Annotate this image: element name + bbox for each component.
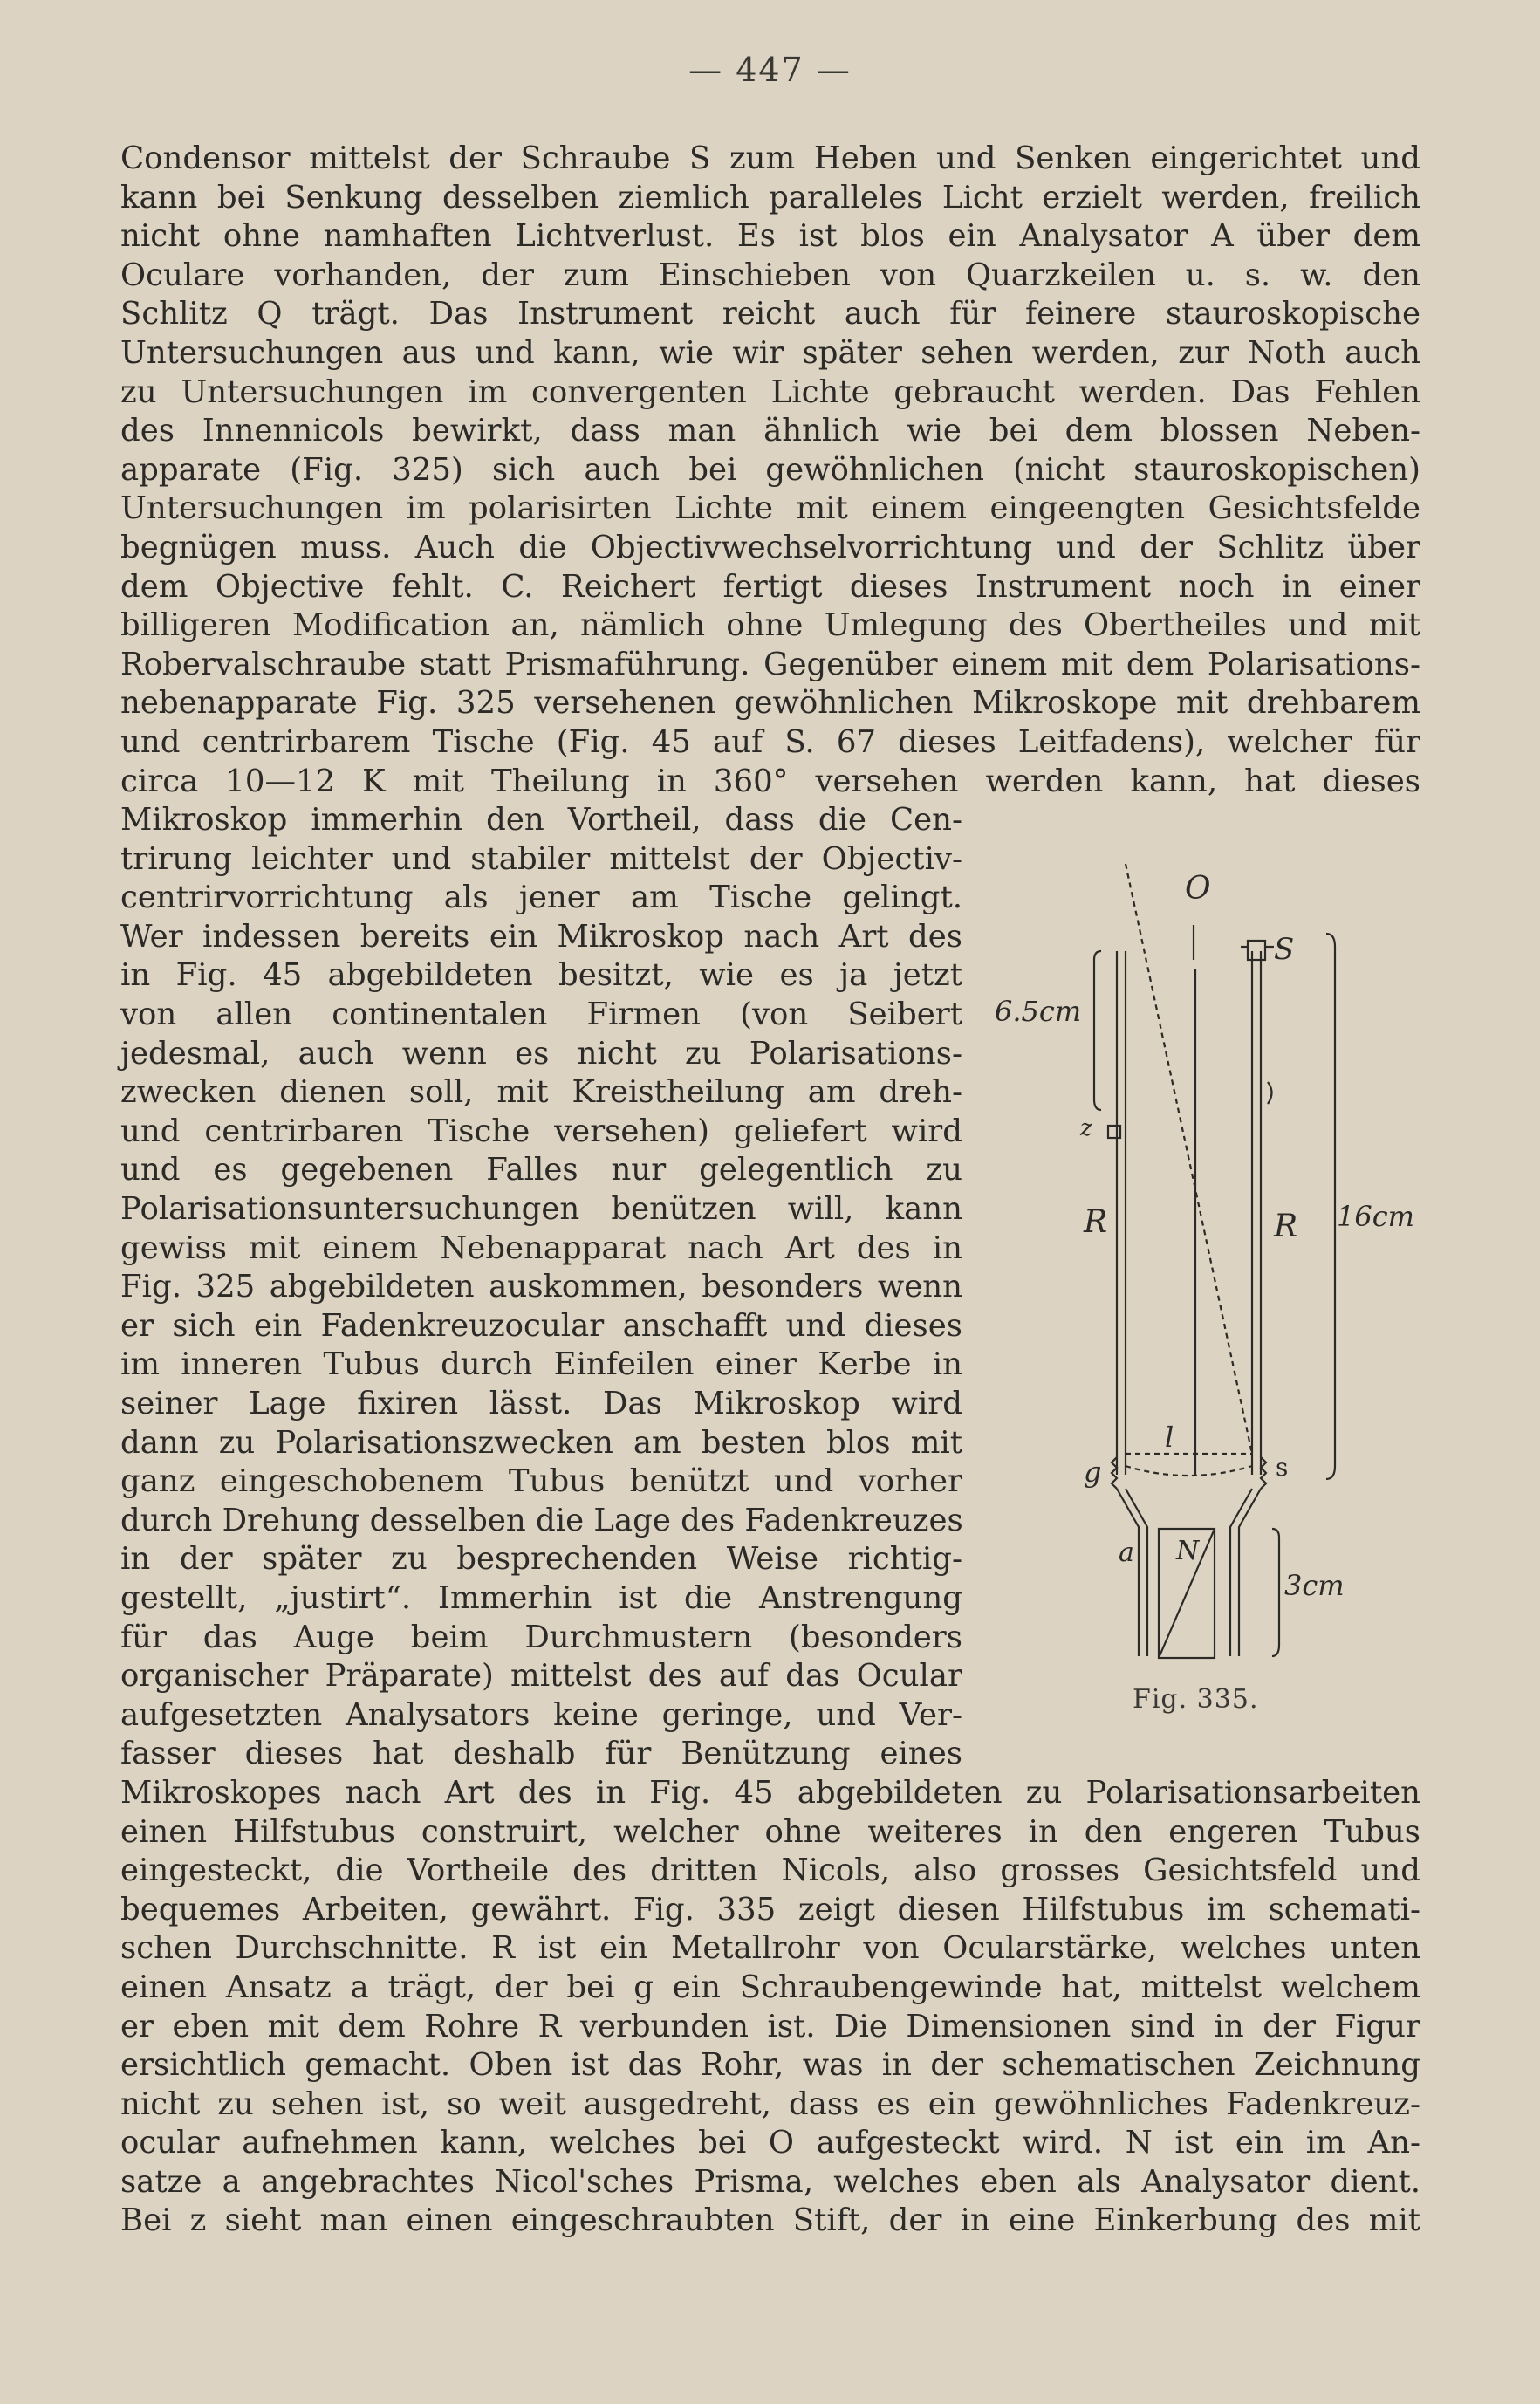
- text-line: centrirvorrichtung als jener am Tische gelingt.: [120, 880, 962, 916]
- text-line: Condensor mittelst der Schraube S zum Heben und Senken eingerichtet und: [120, 140, 1420, 176]
- text-line: für das Auge beim Durchmustern (besonders: [120, 1619, 962, 1655]
- label-n: N: [1176, 1536, 1200, 1566]
- text-line: apparate (Fig. 325) sich auch bei gewöhnlichen (nicht stauroskopischen): [120, 451, 1420, 488]
- text-line: seiner Lage fixiren lässt. Das Mikroskop wird: [120, 1386, 962, 1421]
- text-line: Fig. 325 abgebildeten auskommen, besonders wenn: [120, 1269, 962, 1305]
- label-length-top: 6.5cm: [995, 995, 1082, 1028]
- text-line: billigeren Modification an, nämlich ohne Umlegung des Obertheiles und mit: [120, 607, 1420, 644]
- figure-335: [986, 864, 1414, 1728]
- text-line: und centrirbaren Tische versehen) geliefert wird: [120, 1113, 962, 1149]
- figure-caption: Fig. 335.: [1133, 1684, 1259, 1715]
- text-line: kann bei Senkung desselben ziemlich paralleles Licht erzielt werden, freilich: [120, 179, 1420, 216]
- text-line: Wer indessen bereits ein Mikroskop nach Art des: [120, 918, 962, 955]
- paragraph-full-width: [120, 140, 1420, 801]
- text-line: zu Untersuchungen im convergenten Lichte gebraucht werden. Das Fehlen: [120, 373, 1420, 410]
- text-line: Oculare vorhanden, der zum Einschieben von Quarzkeilen u. s. w. den: [120, 257, 1420, 293]
- text-line: Robervalschraube statt Prismaführung. Gegenüber einem mit dem Polarisations-: [120, 646, 1420, 682]
- label-g: g: [1084, 1455, 1102, 1489]
- text-line: nebenapparate Fig. 325 versehenen gewöhnlichen Mikroskope mit drehbarem: [120, 685, 1420, 722]
- text-line: schen Durchschnitte. R ist ein Metallrohr von Ocularstärke, welches unten: [120, 1930, 1420, 1967]
- text-line: er eben mit dem Rohre R verbunden ist. Die Dimensionen sind in der Figur: [120, 2008, 1420, 2044]
- text-line: einen Hilfstubus construirt, welcher ohne weiteres in den engeren Tubus: [120, 1813, 1420, 1850]
- paragraph-beside-figure: [120, 801, 962, 1774]
- text-line: gewiss mit einem Nebenapparat nach Art des in: [120, 1229, 962, 1266]
- text-line: von allen continentalen Firmen (von Seibert: [120, 997, 962, 1033]
- text-line: bequemes Arbeiten, gewährt. Fig. 335 zeigt diesen Hilfstubus im schemati-: [120, 1891, 1420, 1928]
- text-line: nicht zu sehen ist, so weit ausgedreht, dass es ein gewöhnliches Fadenkreuz-: [120, 2086, 1420, 2122]
- label-a: a: [1119, 1538, 1134, 1568]
- text-line: Mikroskop immerhin den Vortheil, dass die Cen-: [120, 802, 962, 839]
- text-line: des Innennicols bewirkt, dass man ähnlich wie bei dem blossen Neben-: [120, 413, 1420, 449]
- text-line: jedesmal, auch wenn es nicht zu Polarisations-: [120, 1035, 962, 1072]
- label-s: S: [1274, 932, 1295, 967]
- label-l: l: [1165, 1421, 1174, 1454]
- text-line: Schlitz Q trägt. Das Instrument reicht auch für feinere stauroskopische: [120, 296, 1420, 332]
- page-number: — 447 —: [688, 51, 852, 89]
- text-line: Polarisationsuntersuchungen benützen will, kann: [120, 1191, 962, 1228]
- text-line: in der später zu besprechenden Weise richtig-: [120, 1541, 962, 1578]
- text-line: zwecken dienen soll, mit Kreistheilung am dreh-: [120, 1074, 962, 1111]
- text-line: circa 10—12 K mit Theilung in 360° versehen werden kann, hat dieses: [120, 763, 1420, 799]
- text-line: aufgesetzten Analysators keine geringe, und Ver-: [120, 1696, 962, 1733]
- text-line: Bei z sieht man einen eingeschraubten Stift, der in eine Einkerbung des mit: [120, 2202, 1420, 2239]
- paragraph-bottom: [120, 1774, 1420, 2241]
- label-length-mid: 16cm: [1337, 1200, 1414, 1233]
- text-line: durch Drehung desselben die Lage des Fadenkreuzes: [120, 1502, 963, 1538]
- label-r-left: R: [1084, 1204, 1108, 1240]
- text-line: im inneren Tubus durch Einfeilen einer Kerbe in: [120, 1346, 962, 1383]
- text-line: ganz eingeschobenem Tubus benützt und vorher: [120, 1463, 962, 1500]
- text-line: in Fig. 45 abgebildeten besitzt, wie es ja jetzt: [120, 957, 962, 994]
- text-line: begnügen muss. Auch die Objectivwechselvorrichtung und der Schlitz über: [120, 529, 1420, 565]
- text-line: und centrirbarem Tische (Fig. 45 auf S. 67 dieses Leitfadens), welcher für: [120, 723, 1420, 760]
- label-o: O: [1185, 871, 1211, 907]
- text-line: einen Ansatz a trägt, der bei g ein Schraubengewinde hat, mittelst welchem: [120, 1969, 1420, 2005]
- text-line: Untersuchungen aus und kann, wie wir später sehen werden, zur Noth auch: [120, 334, 1420, 371]
- label-s-small: s: [1276, 1453, 1289, 1482]
- text-line: Mikroskopes nach Art des in Fig. 45 abgebildeten zu Polarisationsarbeiten: [120, 1774, 1420, 1811]
- text-line: und es gegebenen Falles nur gelegentlich zu: [120, 1152, 962, 1188]
- text-line: ersichtlich gemacht. Oben ist das Rohr, was in der schematischen Zeichnung: [120, 2047, 1420, 2084]
- text-line: dem Objective fehlt. C. Reichert fertigt dieses Instrument noch in einer: [120, 568, 1420, 605]
- text-line: er sich ein Fadenkreuzocular anschafft und dieses: [120, 1307, 962, 1344]
- text-line: gestellt, „justirt“. Immerhin ist die Anstrengung: [120, 1579, 962, 1616]
- label-length-bottom: 3cm: [1284, 1569, 1345, 1602]
- text-line: satze a angebrachtes Nicol'sches Prisma, welches eben als Analysator dient.: [120, 2163, 1420, 2200]
- text-line: ocular aufnehmen kann, welches bei O aufgesteckt wird. N ist ein im An-: [120, 2125, 1420, 2161]
- text-line: trirung leichter und stabiler mittelst der Objectiv-: [120, 840, 962, 877]
- text-line: organischer Präparate) mittelst des auf das Ocular: [120, 1658, 962, 1695]
- text-line: eingesteckt, die Vortheile des dritten Nicols, also grosses Gesichtsfeld und: [120, 1853, 1420, 1889]
- label-r-right: R: [1274, 1209, 1298, 1244]
- text-line: fasser dieses hat deshalb für Benützung eines: [120, 1736, 962, 1772]
- label-z: z: [1080, 1115, 1092, 1141]
- text-line: Untersuchungen im polarisirten Lichte mit einem eingeengten Gesichtsfelde: [120, 490, 1420, 527]
- text-line: nicht ohne namhaften Lichtverlust. Es ist blos ein Analysator A über dem: [120, 218, 1420, 255]
- text-line: dann zu Polarisationszwecken am besten blos mit: [120, 1424, 962, 1461]
